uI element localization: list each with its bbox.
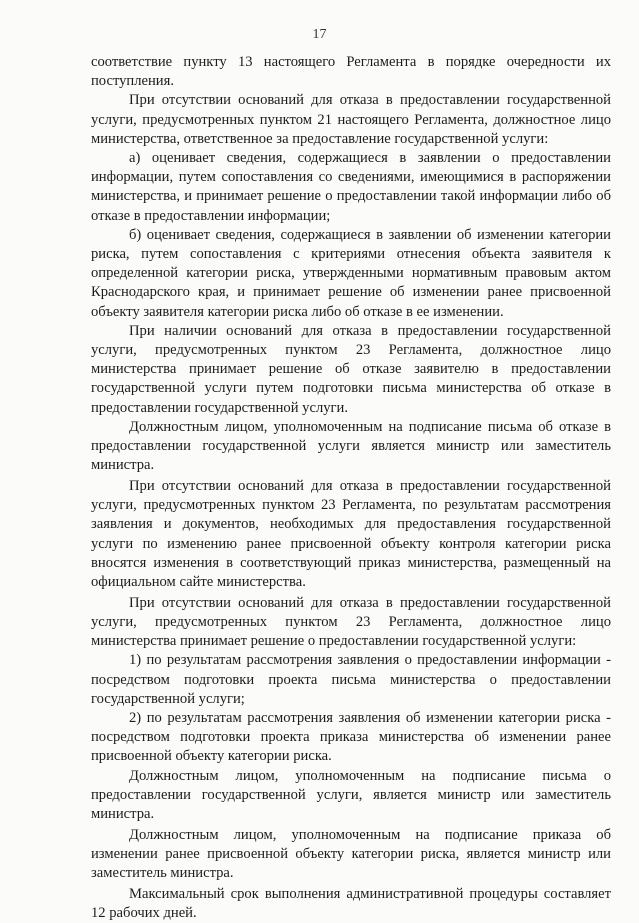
paragraph-item-b: б) оценивает сведения, содержащиеся в заявлении об изменении категории риска, путем сопоставления с критериями отнесения объекта заявителя к определенной категории риска, утвержденными нормативным правовым актом Краснодарского края, и принимает решение об изменении ранее присвоенной объекту заявителя категории риска либо об отказе в ее изменении. — [91, 226, 611, 320]
paragraph-item-1: 1) по результатам рассмотрения заявления о предоставлении информации - посредством подготовки проекта письма министерства о предоставлении государственной услуги; — [91, 652, 611, 707]
page-number: 17 — [312, 27, 327, 42]
paragraph-decision: При отсутствии оснований для отказа в предоставлении государственной услуги, предусмотренных пунктом 23 Регламента, должностное лицо министерства принимает решение о предоставлении государственной услуги: — [91, 594, 611, 650]
paragraph-no-grounds-21: При отсутствии оснований для отказа в предоставлении государственной услуги, предусмотренных пунктом 21 настоящего Регламента, должностное лицо министерства, ответственное за предоставление государственной услуги: — [91, 92, 611, 147]
paragraph-item-2: 2) по результатам рассмотрения заявления об изменении категории риска - посредством подготовки проекта приказа министерства об изменении ранее присвоенной объекту категории риска. — [91, 709, 611, 765]
paragraph-max-term: Максимальный срок выполнения административной процедуры составляет 12 рабочих дней. — [91, 885, 611, 921]
paragraph-risk-change-order: При отсутствии оснований для отказа в предоставлении государственной услуги, предусмотренных пунктом 23 Регламента, по результатам рассмотрения заявления и документов, необходимых для предоставления государственной услуги по изменению ранее присвоенной объекту контроля категории риска вносятся изменения в соответствующий приказ министерства, размещенный на официальном сайте министерства. — [91, 477, 611, 590]
paragraph-order-signatory: Должностным лицом, уполномоченным на подписание приказа об изменении ранее присвоенной объекту категории риска, является министр или заместитель министра. — [91, 826, 611, 882]
paragraph-item-a: а) оценивает сведения, содержащиеся в заявлении о предоставлении информации, путем сопоставления со сведениями, имеющимися в распоряжении министерства, и принимает решение о предоставлении такой информации либо об отказе в предоставлении информации; — [91, 150, 611, 224]
document-body — [91, 53, 611, 923]
paragraph-grounds-refusal: При наличии оснований для отказа в предоставлении государственной услуги, предусмотренных пунктом 23 Регламента, должностное лицо министерства принимает решение об отказе заявителю в предоставлении государственной услуги путем подготовки письма министерства об отказе в предоставлении государственной услуги. — [91, 322, 611, 416]
paragraph-continuation: соответствие пункту 13 настоящего Регламента в порядке очередности их поступления. — [91, 54, 611, 90]
paragraph-letter-signatory: Должностным лицом, уполномоченным на подписание письма о предоставлении государственной услуги, является министр или заместитель министра. — [91, 767, 611, 822]
paragraph-refusal-signatory: Должностным лицом, уполномоченным на подписание письма об отказе в предоставлении государственной услуги является министр или заместитель министра. — [91, 418, 611, 474]
